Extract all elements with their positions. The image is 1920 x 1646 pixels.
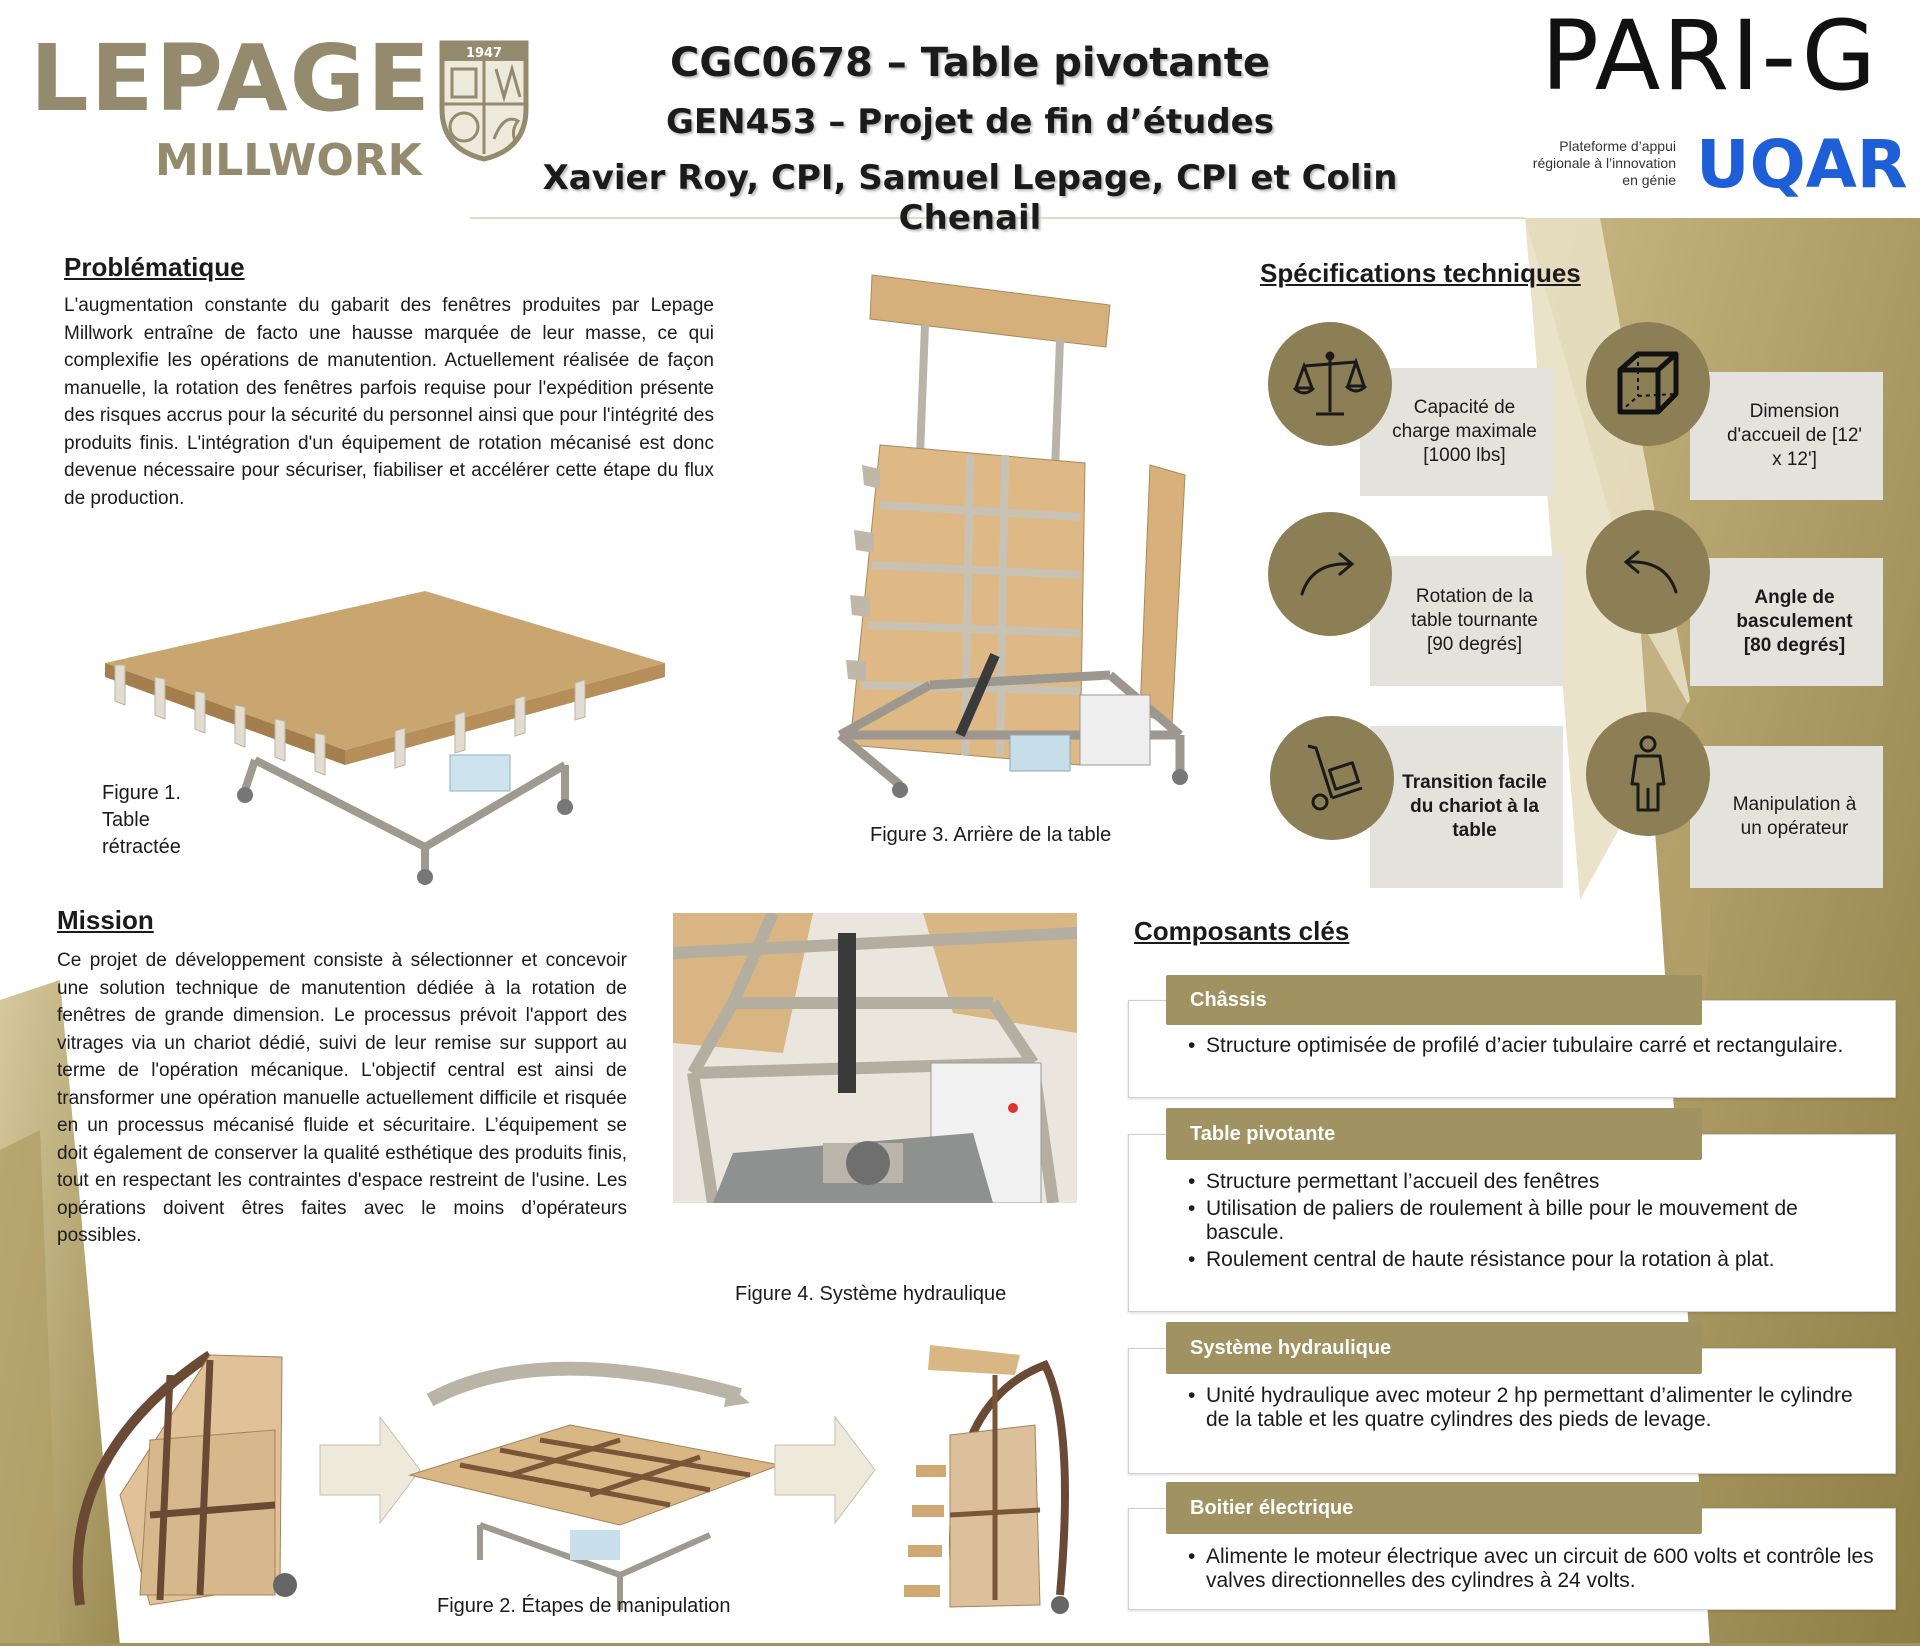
spec-cart-transition-circle: [1270, 716, 1394, 840]
scale-icon: [1288, 342, 1372, 426]
spec-dimension-box: Dimension d'accueil de [12' x 12']: [1690, 372, 1883, 500]
pari-subtitle-line: régionale à l’innovation: [1532, 155, 1676, 171]
figure4-hydraulic-system-image: [673, 913, 1077, 1203]
mission-text: Ce projet de développement consiste à sélectionner et concevoir une solution technique de manutention dédiée à la rotation de fenêtres de grande dimension. Le processus prévoit l'apport des vitrages via un chariot dédié, suivi de leur remise sur support au terme de l'opération mécanique. L'objectif central est ainsi de transformer une opération manuelle actuellement difficile et risquée en un processus mécanisé fluide et sécuritaire. L’équipement se doit également de conserver la qualité esthétique des produits finis, tout en respectant les contraintes d'espace restreint de l'usine. Les opérations doivent êtres faites avec le moins d’opérateurs possibles.: [57, 950, 627, 1246]
course-title: GEN453 – Projet de fin d’études: [666, 102, 1274, 142]
arrow-right-icon: [1288, 532, 1372, 616]
list-item: • Alimente le moteur électrique avec un circuit de 600 volts et contrôle les valves directionnelles des cylindres à 24 volts.: [1188, 1545, 1878, 1593]
uqar-wordmark: UQAR: [1696, 126, 1908, 203]
pari-subtitle-line: Plateforme d’appui: [1559, 138, 1676, 154]
list-item: • Structure permettant l’accueil des fenêtres: [1188, 1170, 1878, 1194]
authors: Xavier Roy, CPI, Samuel Lepage, CPI et Colin Chenail: [542, 158, 1398, 238]
project-title: CGC0678 – Table pivotante: [670, 40, 1270, 86]
list-item: • Roulement central de haute résistance pour la rotation à plat.: [1188, 1248, 1878, 1272]
spec-one-operator-box: Manipulation à un opérateur: [1690, 746, 1883, 888]
list-item: • Structure optimisée de profilé d’acier tubulaire carré et rectangulaire.: [1188, 1034, 1878, 1058]
hand-truck-icon: [1290, 736, 1374, 820]
pari-subtitle: [1520, 138, 1676, 189]
figure1-caption-line: Figure 1.: [102, 782, 181, 804]
pari-uqar-logo: [1520, 0, 1908, 205]
figure3-back-of-table-image: [780, 265, 1200, 815]
lepage-wordmark: LEPAGE: [30, 25, 433, 132]
problematique-text: L'augmentation constante du gabarit des fenêtres produites par Lepage Millwork entraîne de facto une hausse marquée de leur masse, ce qui complexifie les opérations de manutention. Actuellement réalisée de façon manuelle, la rotation des fenêtres parfois requise pour l'expédition présente des risques accrus pour la sécurité du personnel ainsi que pour l'intégrité des produits finis. L'intégration d'un équipement de rotation mécanisé est donc devenue nécessaire pour sécuriser, fiabiliser et accélérer cette étape du flux de production.: [64, 295, 714, 509]
component-electrical-list: [1188, 1545, 1878, 1596]
component-hydraulic-list: [1188, 1384, 1878, 1435]
component-pivot-table-title: Table pivotante: [1166, 1108, 1702, 1160]
crest-year: 1947: [465, 46, 503, 61]
component-chassis-list: [1188, 1034, 1878, 1061]
spec-cart-transition-box: Transition facile du chariot à la table: [1370, 726, 1563, 888]
millwork-wordmark: MILLWORK: [155, 135, 422, 186]
pari-g-wordmark: PARI-G: [1541, 0, 1878, 112]
figure1-caption-line: rétractée: [102, 836, 181, 858]
spec-dimension-circle: [1586, 322, 1710, 446]
figure1-retracted-table-image: [95, 585, 675, 885]
spec-tilt-angle-circle: [1586, 510, 1710, 634]
component-chassis-title: Châssis: [1166, 975, 1702, 1025]
component-pivot-table-list: [1188, 1170, 1878, 1275]
list-item: • Unité hydraulique avec moteur 2 hp permettant d’alimenter le cylindre de la table et les quatre cylindres des pieds de levage.: [1188, 1384, 1878, 1432]
pari-subtitle-line: en génie: [1622, 172, 1676, 188]
figure3-caption: Figure 3. Arrière de la table: [870, 824, 1112, 846]
spec-rotation-circle: [1268, 512, 1392, 636]
spec-one-operator-circle: [1586, 712, 1710, 836]
person-icon: [1606, 732, 1690, 816]
lepage-millwork-logo: [30, 25, 530, 186]
spec-rotation-box: Rotation de la table tournante [90 degrés]: [1370, 556, 1563, 686]
list-item: • Utilisation de paliers de roulement à bille pour le mouvement de bascule.: [1188, 1197, 1878, 1245]
component-hydraulic-title: Système hydraulique: [1166, 1322, 1702, 1374]
figure4-caption: Figure 4. Système hydraulique: [735, 1283, 1007, 1305]
problematique-heading: Problématique: [64, 252, 245, 282]
figure2-manipulation-steps-image: [60, 1345, 1080, 1615]
figure1-caption-line: Table: [102, 809, 150, 831]
components-heading: Composants clés: [1134, 916, 1350, 946]
spec-tilt-angle-box: Angle de basculement [80 degrés]: [1690, 558, 1883, 686]
figure1-caption: [102, 780, 181, 861]
arrow-left-icon: [1606, 530, 1690, 614]
specs-heading: Spécifications techniques: [1260, 258, 1581, 288]
poster-title-block: [470, 40, 1470, 238]
cube-icon: [1606, 342, 1690, 426]
component-electrical-title: Boitier électrique: [1166, 1482, 1702, 1534]
spec-capacity-circle: [1268, 322, 1392, 446]
figure2-caption: Figure 2. Étapes de manipulation: [437, 1595, 731, 1617]
mission-heading: Mission: [57, 905, 154, 935]
spec-capacity-box: Capacité de charge maximale [1000 lbs]: [1360, 368, 1553, 496]
